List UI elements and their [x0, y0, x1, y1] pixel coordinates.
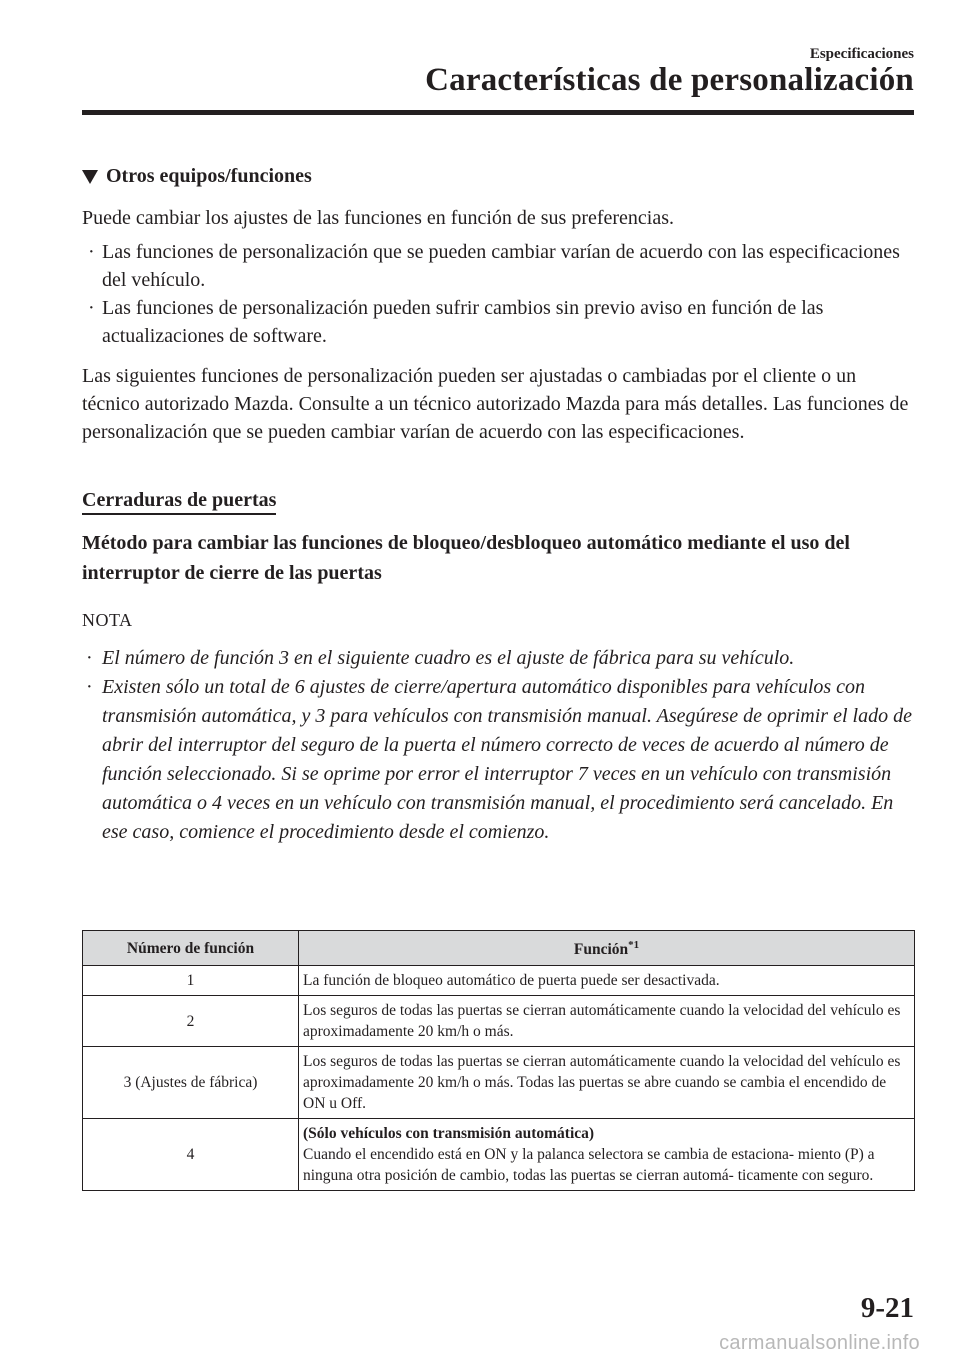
list-item — [82, 294, 914, 350]
page-number: 9-21 — [860, 1292, 914, 1324]
section-heading-text: Otros equipos/funciones — [106, 165, 312, 187]
function-detail-text: Cuando el encendido está en ON y la palanca selectora se cambia de estaciona- miento (P) a ninguna otra posición de cambio, todas las puertas se cierran automá- ticamente con seguro. — [303, 1146, 875, 1184]
column-header-function — [299, 931, 915, 966]
list-item — [82, 644, 914, 673]
triangle-down-icon — [82, 170, 98, 184]
footnote-marker: *1 — [628, 939, 640, 952]
table-row — [83, 1119, 915, 1191]
bullet-dot-icon: · — [88, 241, 95, 263]
bullet-dot-icon: · — [86, 676, 93, 698]
note-text: El número de función 3 en el siguiente cuadro es el ajuste de fábrica para su vehículo. — [102, 647, 795, 669]
column-header-function-text: Función — [573, 941, 629, 959]
function-number-cell: 3 (Ajustes de fábrica) — [83, 1047, 299, 1119]
function-number-cell: 1 — [83, 966, 299, 996]
subheading — [82, 486, 914, 514]
function-table — [82, 930, 915, 1191]
bullet-text: Las funciones de personalización pueden sufrir cambios sin previo aviso en función de las actualizaciones de software. — [102, 297, 824, 347]
body-paragraph: Las siguientes funciones de personalización pueden ser ajustadas o cambiadas por el cliente o un técnico autorizado Mazda. Consulte a un técnico autorizado Mazda para más detalles. Las funciones de personalización que se pueden cambiar varían de acuerdo con las especificaciones. — [82, 365, 909, 443]
bullet-list — [82, 238, 914, 350]
subheading-text: Cerraduras de puertas — [82, 489, 276, 515]
table-header-row — [83, 931, 915, 966]
list-item — [82, 673, 914, 847]
note-title: NOTA — [82, 610, 133, 630]
table-row — [83, 996, 915, 1047]
bullet-text: Las funciones de personalización que se pueden cambiar varían de acuerdo con las especificaciones del vehículo. — [102, 241, 900, 291]
function-description-cell: Los seguros de todas las puertas se cierran automáticamente cuando la velocidad del vehículo es aproximadamente 20 km/h o más. — [299, 996, 915, 1047]
column-header-number: Número de función — [83, 931, 299, 966]
list-item — [82, 238, 914, 294]
method-heading: Método para cambiar las funciones de bloqueo/desbloqueo automático mediante el uso del interruptor de cierre de las puertas — [82, 532, 850, 584]
page-title: Características de personalización — [425, 62, 914, 98]
function-description-cell: Los seguros de todas las puertas se cierran automáticamente cuando la velocidad del vehículo es aproximadamente 20 km/h o más. Todas las puertas se abre cuando se cambia el encendido de ON u Off. — [299, 1047, 915, 1119]
bullet-dot-icon: · — [88, 297, 95, 319]
table-row — [83, 1047, 915, 1119]
note-list — [82, 644, 914, 847]
bullet-dot-icon: · — [86, 647, 93, 669]
main-content — [82, 160, 914, 847]
intro-text: Puede cambiar los ajustes de las funciones en función de sus preferencias. — [82, 207, 675, 229]
note-text: Existen sólo un total de 6 ajustes de cierre/apertura automático disponibles para vehículos con transmisión automática, y 3 para vehículos con transmisión manual. Asegúrese de oprimir el lado de abrir del interruptor del seguro de la puerta el número correcto de veces de acuerdo al número de función seleccionado. Si se oprime por error el interruptor 7 veces en un vehículo con transmisión automática o 4 veces en un vehículo con transmisión manual, el procedimiento será cancelado. En ese caso, comience el procedimiento desde el comienzo. — [102, 676, 912, 843]
function-description-cell: La función de bloqueo automático de puerta puede ser desactivada. — [299, 966, 915, 996]
table-row — [83, 966, 915, 996]
function-number-cell: 4 — [83, 1119, 299, 1191]
section-heading — [82, 162, 914, 190]
function-number-cell: 2 — [83, 996, 299, 1047]
header-divider — [82, 110, 914, 115]
section-label: Especificaciones — [809, 46, 914, 62]
watermark: carmanualsonline.info — [719, 1332, 920, 1354]
function-description-cell — [299, 1119, 915, 1191]
function-condition-text: (Sólo vehículos con transmisión automática) — [303, 1125, 595, 1142]
